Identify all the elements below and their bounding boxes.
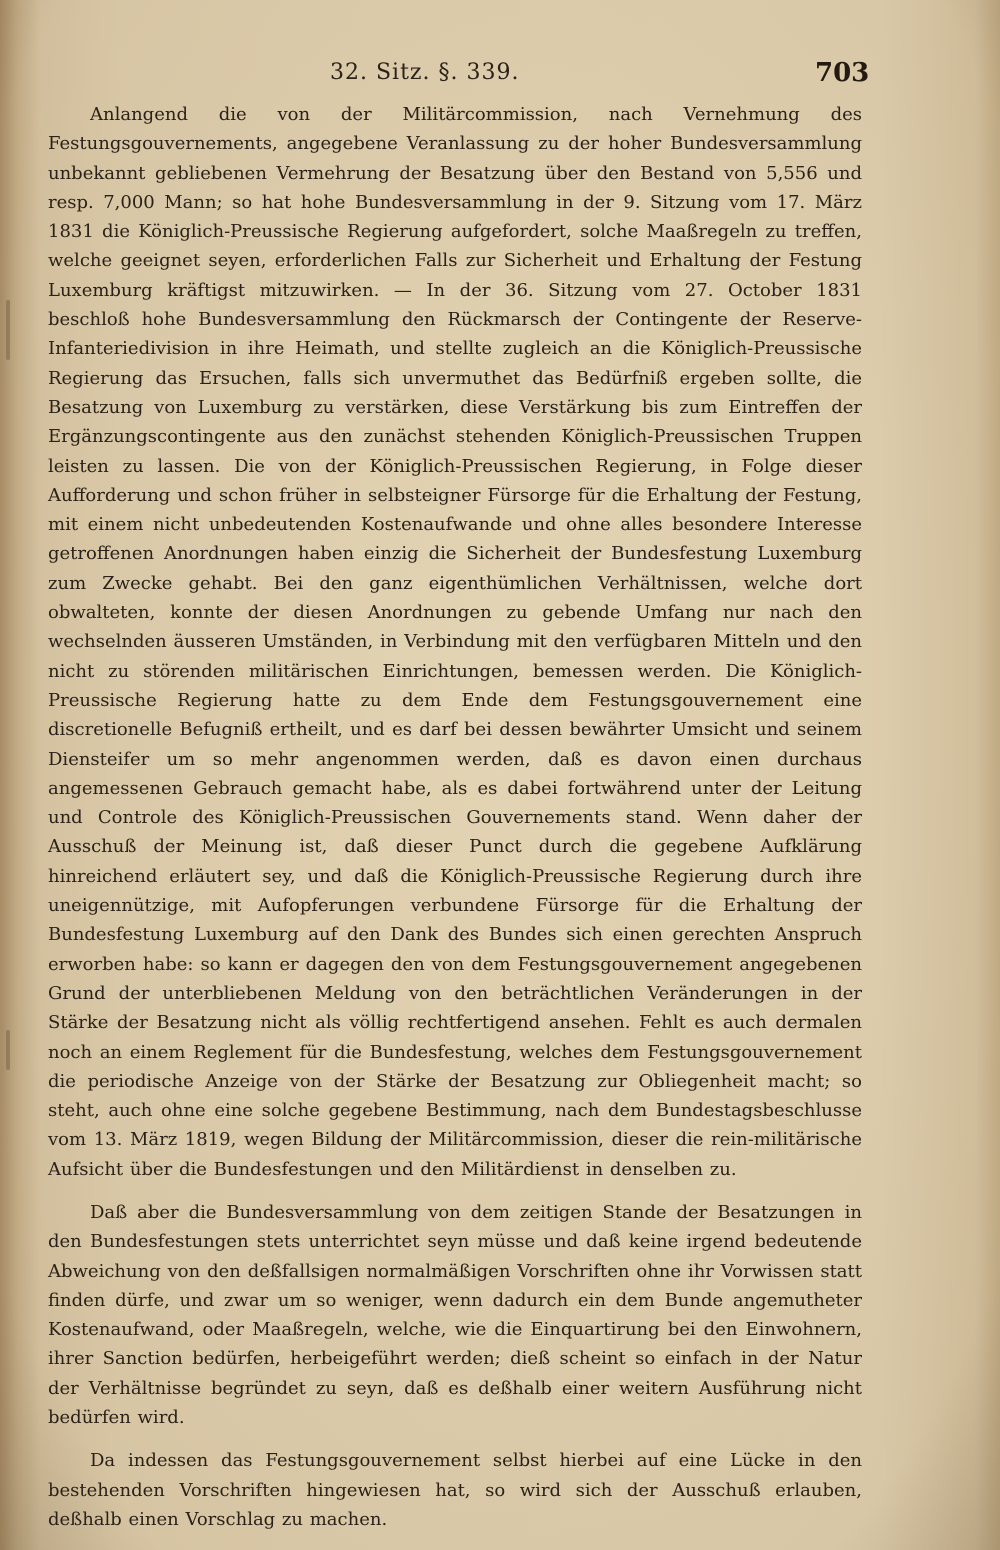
body-text — [48, 100, 862, 1534]
page-number: 703 — [815, 58, 870, 88]
paragraph-2: Daß aber die Bundesversammlung von dem zeitigen Stande der Besatzungen in den Bundesfestungen stets unterrichtet seyn müsse und daß keine irgend bedeutende Abweichung von den deßfallsigen normalmäßigen Vorschriften ohne ihr Vorwissen statt finden dürfe, und zwar um so weniger, wenn dadurch ein dem Bunde angemutheter Kostenaufwand, oder Maaßregeln, welche, wie die Einquartirung bei den Einwohnern, ihrer Sanction bedürfen, herbeigeführt werden; dieß scheint so einfach in der Natur der Verhältnisse begründet zu seyn, daß es deßhalb einer weitern Ausführung nicht bedürfen wird. — [48, 1201, 862, 1429]
margin-mark — [6, 300, 10, 360]
margin-mark — [6, 1030, 10, 1070]
page-header — [0, 58, 1000, 94]
paragraph-1: Anlangend die von der Militärcommission, nach Vernehmung des Festungsgouvernements, angegebene Veranlassung zu der hoher Bundesversammlung unbekannt gebliebenen Vermehrung der Besatzung über den Bestand von 5,556 und resp. 7,000 Mann; so hat hohe Bundesversammlung in der 9. Sitzung vom 17. März 1831 die Königlich-Preussische Regierung aufgefordert, solche Maaßregeln zu treffen, welche geeignet seyen, erforderlichen Falls zur Sicherheit und Erhaltung der Festung Luxemburg kräftigst mitzuwirken. — In der 36. Sitzung vom 27. October 1831 beschloß hohe Bundesversammlung den Rückmarsch der Contingente der Reserve-Infanteriedivision in ihre Heimath, und stellte zugleich an die Königlich-Preussische Regierung das Ersuchen, falls sich unvermuthet das Bedürfniß ergeben sollte, die Besatzung von Luxemburg zu verstärken, diese Verstärkung bis zum Eintreffen der Ergänzungscontingente aus den zunächst stehenden Königlich-Preussischen Truppen leisten zu lassen. Die von der Königlich-Preussischen Regierung, in Folge dieser Aufforderung und schon früher in selbsteigner Fürsorge für die Erhaltung der Festung, mit einem nicht unbedeutenden Kostenaufwande und ohne alles besondere Interesse getroffenen Anordnungen haben einzig die Sicherheit der Bundesfestung Luxemburg zum Zwecke gehabt. Bei den ganz eigenthümlichen Verhältnissen, welche dort obwalteten, konnte der diesen Anordnungen zu gebende Umfang nur nach den wechselnden äusseren Umständen, in Verbindung mit den verfügbaren Mitteln und den nicht zu störenden militärischen Einrichtungen, bemessen werden. Die Königlich-Preussische Regierung hatte zu dem Ende dem Festungsgouvernement eine discretionelle Befugniß ertheilt, und es darf bei dessen bewährter Umsicht und seinem Diensteifer um so mehr angenommen werden, daß es davon einen durchaus angemessenen Gebrauch gemacht habe, als es dabei fortwährend unter der Leitung und Controle des Königlich-Preussischen Gouvernements stand. Wenn daher der Ausschuß der Meinung ist, daß dieser Punct durch die gegebene Aufklärung hinreichend erläutert sey, und daß die Königlich-Preussische Regierung durch ihre uneigennützige, mit Aufopferungen verbundene Fürsorge für die Erhaltung der Bundesfestung Luxemburg auf den Dank des Bundes sich einen gerechten Anspruch erworben habe: so kann er dagegen den von dem Festungsgouvernement angegebenen Grund der unterbliebenen Meldung von den beträchtlichen Veränderungen in der Stärke der Besatzung nicht als völlig rechtfertigend ansehen. Fehlt es auch dermalen noch an einem Reglement für die Bundesfestung, welches dem Festungsgouvernement die periodische Anzeige von der Stärke der Besatzung zur Obliegenheit macht; so steht, auch ohne eine solche gegebene Bestimmung, nach dem Bundestagsbeschlusse vom 13. März 1819, wegen Bildung der Militärcommission, dieser die rein-militärische Aufsicht über die Bundesfestungen und den Militärdienst in denselben zu. — [48, 104, 862, 1180]
paragraph-3: Da indessen das Festungsgouvernement selbst hierbei auf eine Lücke in den bestehenden Vorschriften hingewiesen hat, so wird sich der Ausschuß erlauben, deßhalb einen Vorschlag zu machen. — [48, 1450, 862, 1530]
running-head: 32. Sitz. §. 339. — [330, 60, 520, 85]
